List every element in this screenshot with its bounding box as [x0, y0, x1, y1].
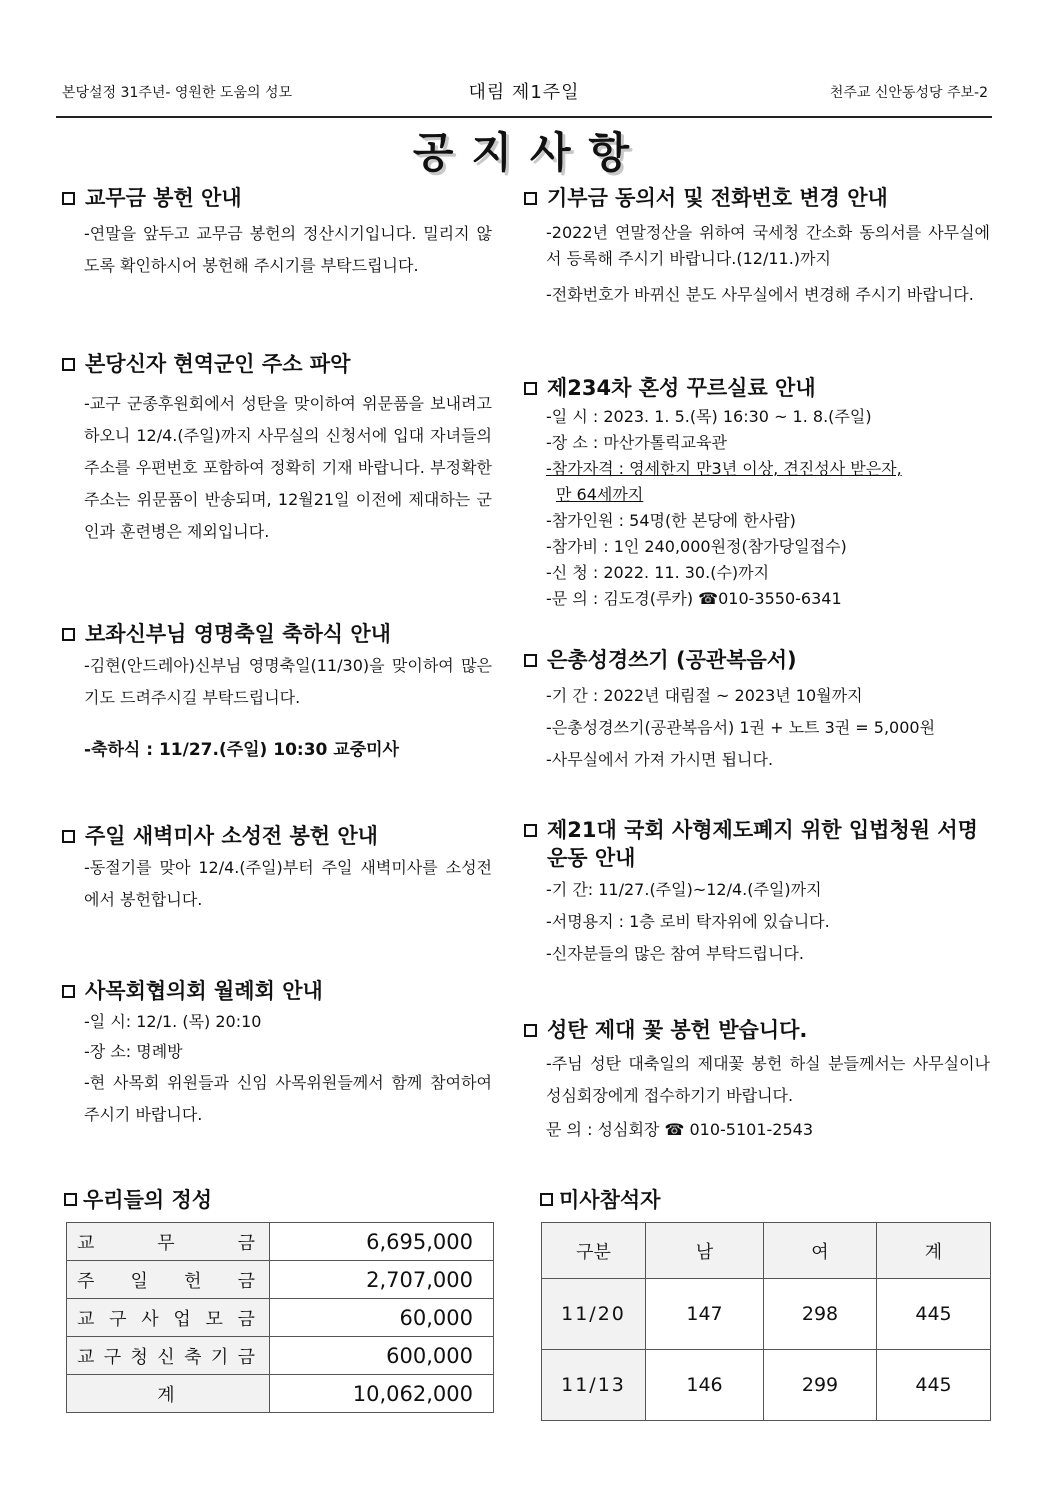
info-line: -기 간 : 2022년 대림절 ~ 2023년 10월까지: [546, 686, 863, 705]
label-char: 일: [130, 1270, 152, 1292]
info-line: -기 간: 11/27.(주일)~12/4.(주일)까지: [546, 880, 822, 899]
info-line: -참가비 : 1인 240,000원정(참가당일접수): [546, 537, 847, 556]
label-char: 구: [103, 1346, 126, 1368]
date-cell: 11/13: [542, 1350, 646, 1421]
column-header: 구분: [542, 1223, 646, 1279]
offering-value: 6,695,000: [270, 1223, 494, 1261]
attendance-table: [541, 1222, 991, 1421]
section-title: 주일 새벽미사 소성전 봉헌 안내: [85, 824, 378, 848]
section-title: 교무금 봉헌 안내: [85, 186, 242, 210]
checkbox-bullet-icon: [524, 1024, 537, 1037]
notice-cursillo: [524, 374, 990, 612]
header-right: 천주교 신안동성당 주보-2: [829, 85, 988, 101]
section-body: -2022년 연말정산을 위하여 국세청 간소화 동의서를 사무실에서 등록해 주시기 바랍니다.(12/11.)까지: [546, 223, 990, 268]
checkbox-bullet-icon: [524, 654, 537, 667]
info-line: -서명용지 : 1층 로비 탁자위에 있습니다.: [546, 912, 830, 931]
info-line: -참가인원 : 54명(한 본당에 한사람): [546, 511, 796, 530]
table-row: [67, 1261, 494, 1299]
notice-petition: [524, 816, 990, 970]
label-char: 금: [237, 1232, 259, 1254]
count-cell: 298: [764, 1279, 877, 1350]
label-char: 금: [237, 1308, 259, 1330]
column-header: 계: [877, 1223, 991, 1279]
count-cell: 445: [877, 1350, 991, 1421]
table-row: [67, 1299, 494, 1337]
label-char: 교: [77, 1346, 99, 1368]
label-char: 모: [205, 1308, 227, 1330]
notice-dawn-mass: [62, 822, 492, 916]
page-title: 공지사항: [412, 128, 648, 177]
notice-feast-day: [62, 620, 492, 766]
info-line: -일 시: 12/1. (목) 20:10: [84, 1012, 262, 1031]
section-body: -전화번호가 바뀌신 분도 사무실에서 변경해 주시기 바랍니다.: [546, 285, 974, 304]
notice-christmas-flowers: [524, 1016, 990, 1146]
offering-label: 계: [67, 1375, 270, 1413]
offering-value: 600,000: [270, 1337, 494, 1375]
offerings-title: [64, 1184, 212, 1214]
count-cell: 147: [646, 1279, 764, 1350]
checkbox-bullet-icon: [62, 358, 75, 371]
celebration-line: -축하식 : 11/27.(주일) 10:30 교중미사: [84, 740, 399, 760]
label-char: 신: [157, 1346, 179, 1368]
label-char: 축: [184, 1346, 206, 1368]
section-title: 은총성경쓰기 (공관복음서): [547, 648, 797, 672]
label-char: 무: [157, 1232, 179, 1254]
table-row: [67, 1337, 494, 1375]
label-char: 기: [210, 1346, 233, 1368]
checkbox-bullet-icon: [524, 192, 537, 205]
label-char: 헌: [184, 1270, 206, 1292]
offering-value: 60,000: [270, 1299, 494, 1337]
count-cell: 146: [646, 1350, 764, 1421]
section-body: -주님 성탄 대축일의 제대꽃 봉헌 하실 분들께서는 사무실이나 성심회장에게 접수하기기 바랍니다.: [546, 1054, 990, 1105]
header-center: 대림 제1주일: [468, 82, 580, 103]
checkbox-bullet-icon: [524, 382, 537, 395]
label-char: 구: [109, 1308, 131, 1330]
info-line: -은총성경쓰기(공관복음서) 1권 + 노트 3권 = 5,000원: [546, 718, 936, 737]
section-title: 보좌신부님 영명축일 축하식 안내: [85, 622, 391, 646]
offering-label-text: [77, 1343, 259, 1369]
checkbox-bullet-icon: [524, 824, 537, 837]
info-line: -문 의 : 김도경(루카) ☎010-3550-6341: [546, 589, 842, 608]
section-title: 기부금 동의서 및 전화번호 변경 안내: [547, 186, 888, 210]
section-body: -교구 군종후원회에서 성탄을 맞이하여 위문품을 보내려고 하오니 12/4.(주일)까지 사무실의 신청서에 입대 자녀들의 주소를 우편번호 포함하여 정확히 기재 바랍니다. 부정확한 주소는 위문품이 반송되며, 12월21일 이전에 제대하는 군인과 훈련병은 제외입니다.: [84, 394, 492, 541]
label-char: 교: [77, 1308, 99, 1330]
label-char: 금: [237, 1346, 259, 1368]
section-body: -현 사목회 위원들과 신임 사목위원들께서 함께 참여하여 주시기 바랍니다.: [84, 1073, 492, 1124]
offering-label: [67, 1261, 270, 1299]
offering-label: [67, 1299, 270, 1337]
page-header: [56, 78, 992, 118]
section-title: 성탄 제대 꽃 봉헌 받습니다.: [547, 1018, 808, 1042]
notice-council-meeting: [62, 977, 492, 1131]
notice-bible-writing: [524, 646, 990, 776]
section-title: 제234차 혼성 꾸르실료 안내: [547, 376, 816, 400]
label-char: 금: [237, 1270, 259, 1292]
offering-label-text: [77, 1229, 259, 1255]
contact-line: 문 의 : 성심회장 ☎ 010-5101-2543: [546, 1120, 814, 1139]
notice-tithe: [62, 184, 492, 282]
offerings-table: [66, 1222, 494, 1413]
label-char: 청: [130, 1346, 152, 1368]
attendance-title: [540, 1184, 660, 1214]
attendance-title-text: 미사참석자: [559, 1188, 661, 1212]
offering-label: [67, 1223, 270, 1261]
label-char: 주: [77, 1270, 99, 1292]
checkbox-bullet-icon: [62, 985, 75, 998]
info-line: -사무실에서 가져 가시면 됩니다.: [546, 750, 774, 769]
info-line: -장 소 : 마산가톨릭교육관: [546, 433, 727, 452]
offering-label-text: [77, 1305, 259, 1331]
offering-label-text: [77, 1267, 259, 1293]
header-left: 본당설정 31주년- 영원한 도움의 성모: [62, 85, 293, 101]
info-line: -신 청 : 2022. 11. 30.(수)까지: [546, 563, 770, 582]
offering-value: 2,707,000: [270, 1261, 494, 1299]
section-title: 본당신자 현역군인 주소 파악: [85, 352, 351, 376]
label-char: 교: [77, 1232, 99, 1254]
section-body: -김현(안드레아)신부님 영명축일(11/30)을 맞이하여 많은 기도 드려주시길 부탁드립니다.: [84, 656, 492, 707]
table-row: [67, 1223, 494, 1261]
offering-value: 10,062,000: [270, 1375, 494, 1413]
checkbox-bullet-icon: [540, 1193, 553, 1206]
offering-label: [67, 1337, 270, 1375]
section-title: 사목회협의회 월례회 안내: [85, 979, 323, 1003]
notice-donation-consent: [524, 184, 990, 308]
checkbox-bullet-icon: [62, 192, 75, 205]
checkbox-bullet-icon: [62, 628, 75, 641]
label-char: 사: [141, 1308, 163, 1330]
info-line: -일 시 : 2023. 1. 5.(목) 16:30 ~ 1. 8.(주일): [546, 407, 872, 426]
info-line: [524, 482, 990, 508]
info-line: -신자분들의 많은 참여 부탁드립니다.: [546, 944, 804, 963]
column-header: 남: [646, 1223, 764, 1279]
section-title: 제21대 국회 사형제도폐지 위한 입법청원 서명운동 안내: [547, 818, 978, 870]
table-row: [542, 1350, 991, 1421]
count-cell: 299: [764, 1350, 877, 1421]
qualification-text: 만 64세까지: [556, 485, 644, 504]
qualification-text: -참가자격 : 영세한지 만3년 이상, 견진성사 받은자,: [546, 459, 902, 478]
table-header-row: [542, 1223, 991, 1279]
section-body: -동절기를 맞아 12/4.(주일)부터 주일 새벽미사를 소성전에서 봉헌합니다.: [84, 858, 492, 909]
count-cell: 445: [877, 1279, 991, 1350]
info-line: -장 소: 명례방: [84, 1042, 183, 1061]
info-line: [524, 456, 990, 482]
date-cell: 11/20: [542, 1279, 646, 1350]
section-body: -연말을 앞두고 교무금 봉헌의 정산시기입니다. 밀리지 않도록 확인하시어 봉헌해 주시기를 부탁드립니다.: [84, 224, 492, 275]
checkbox-bullet-icon: [64, 1193, 77, 1206]
offerings-title-text: 우리들의 정성: [83, 1188, 213, 1212]
label-char: 업: [173, 1308, 195, 1330]
notice-soldier-address: [62, 350, 492, 548]
table-row: [67, 1375, 494, 1413]
table-row: [542, 1279, 991, 1350]
column-header: 여: [764, 1223, 877, 1279]
checkbox-bullet-icon: [62, 830, 75, 843]
